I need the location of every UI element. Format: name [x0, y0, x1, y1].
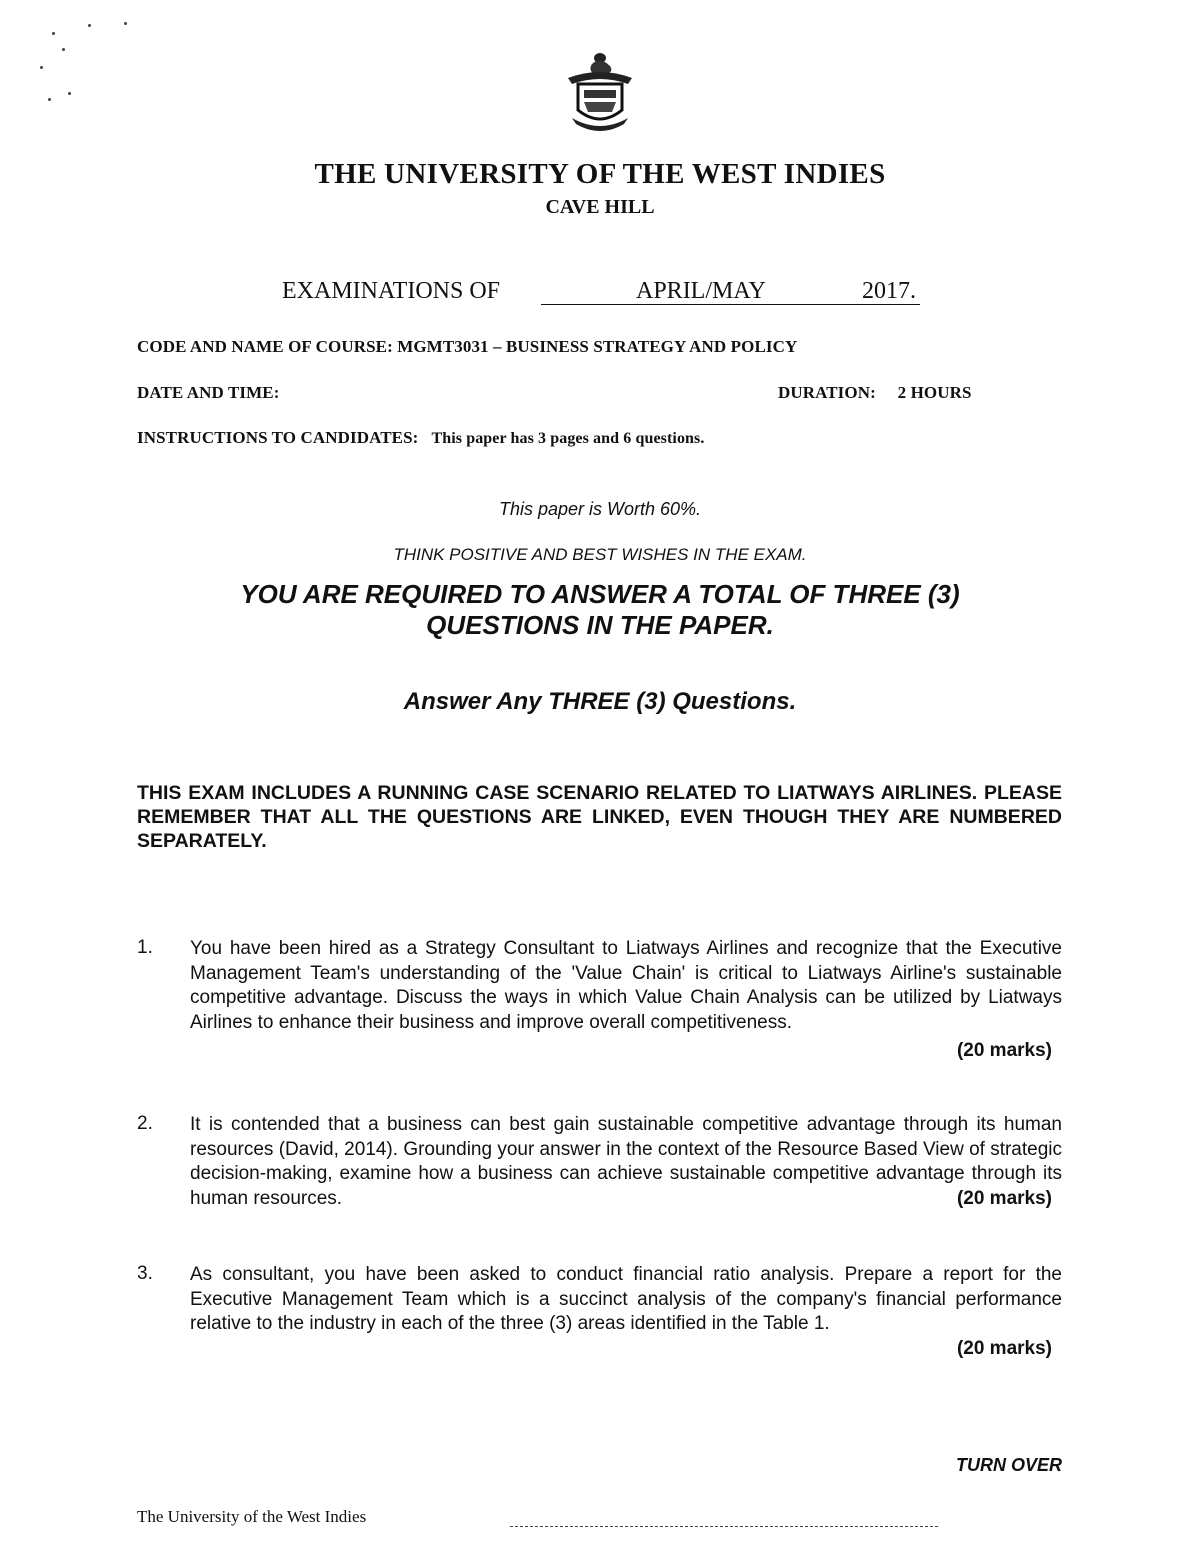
course-value: MGMT3031 – BUSINESS STRATEGY AND POLICY: [397, 337, 798, 356]
question-number: 1.: [137, 937, 153, 958]
instructions-label: INSTRUCTIONS TO CANDIDATES:: [137, 428, 419, 447]
exam-underline: [541, 304, 920, 305]
scan-speck: [40, 66, 43, 69]
footer-signature-line: [510, 1526, 938, 1527]
instructions-value: This paper has 3 pages and 6 questions.: [431, 430, 705, 447]
exam-year: 2017.: [862, 278, 916, 304]
question-text: As consultant, you have been asked to conduct financial ratio analysis. Prepare a report for the Executive Management Team which is a succinct analysis of the company's financial performance relative to the industry in each of the three (3) areas identified in the Table 1.: [190, 1264, 1062, 1335]
university-name: THE UNIVERSITY OF THE WEST INDIES: [314, 158, 886, 190]
scan-speck: [88, 24, 91, 27]
duration-value: 2 HOURS: [897, 383, 972, 402]
date-time-label: DATE AND TIME:: [137, 383, 280, 402]
question-marks: (20 marks): [956, 1040, 1052, 1061]
exam-month: APRIL/MAY: [636, 278, 766, 304]
course-line: [137, 337, 797, 357]
question-number: 3.: [137, 1263, 153, 1284]
best-wishes-note: THINK POSITIVE AND BEST WISHES IN THE EXAM.: [393, 545, 807, 564]
scan-speck: [124, 22, 127, 25]
course-label: CODE AND NAME OF COURSE:: [137, 337, 393, 356]
question-text: You have been hired as a Strategy Consultant to Liatways Airlines and recognize that the Executive Management Team's understanding of the 'Value Chain' is critical to Liatways Airline's sustainable competitive advantage. Discuss the ways in which Value Chain Analysis can be utilized by Liatways Airlines to enhance their business and improve overall competitiveness.: [190, 938, 1062, 1033]
scan-speck: [52, 32, 55, 35]
scan-speck: [48, 98, 51, 101]
answer-any-heading: Answer Any THREE (3) Questions.: [403, 688, 797, 715]
paper-worth-note: This paper is Worth 60%.: [498, 499, 702, 519]
scan-speck: [62, 48, 65, 51]
question-marks: (20 marks): [956, 1338, 1052, 1359]
required-line-1: YOU ARE REQUIRED TO ANSWER A TOTAL OF THREE (3): [240, 579, 960, 609]
duration-label: DURATION:: [778, 383, 876, 402]
question-marks: (20 marks): [956, 1188, 1052, 1209]
turn-over-label: TURN OVER: [955, 1455, 1062, 1475]
instructions-line: [137, 428, 704, 448]
required-line-2: QUESTIONS IN THE PAPER.: [426, 610, 774, 640]
campus-name: CAVE HILL: [545, 196, 655, 218]
duration-line: [778, 383, 972, 403]
footer-institution: The University of the West Indies: [137, 1507, 367, 1526]
required-answers-heading: [100, 579, 1100, 641]
case-scenario-note: THIS EXAM INCLUDES A RUNNING CASE SCENARIO RELATED TO LIATWAYS AIRLINES. PLEASE REMEMBER THAT ALL THE QUESTIONS ARE LINKED, EVEN THOUGH THEY ARE NUMBERED SEPARATELY.: [137, 782, 1062, 852]
question-text: It is contended that a business can best gain sustainable competitive advantage through its human resources (David, 2014). Grounding your answer in the context of the Resource Based View of strategic decision-making, examine how a business can achieve sustainable competitive advantage through its human resources.: [190, 1114, 1062, 1209]
question-number: 2.: [137, 1113, 153, 1134]
scan-speck: [68, 92, 71, 95]
exam-label: EXAMINATIONS OF: [282, 278, 501, 304]
university-crest-logo: [562, 48, 638, 134]
